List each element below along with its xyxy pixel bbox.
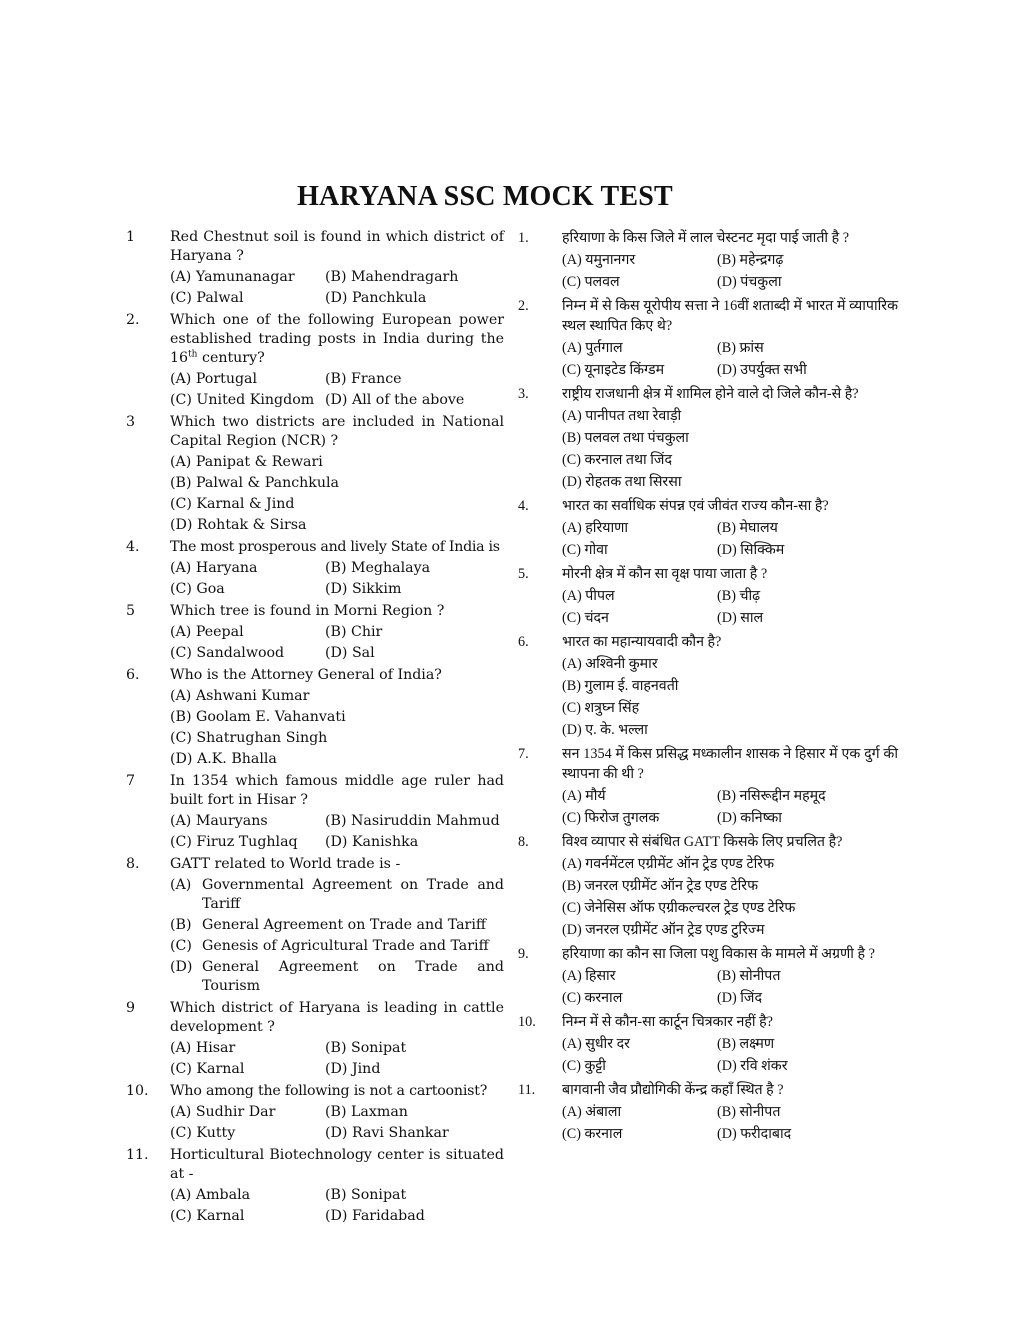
option-d: (D) सिक्किम	[717, 542, 785, 558]
question-number: 9.	[518, 946, 529, 962]
option-c: (C) Karnal	[170, 1061, 245, 1077]
option-c: (C) करनाल	[562, 1126, 623, 1142]
option-a: (A) Mauryans	[170, 813, 268, 829]
option-a: (A) यमुनानगर	[562, 252, 636, 268]
question-number: 6.	[518, 634, 529, 650]
question-text: राष्ट्रीय राजधानी क्षेत्र में शामिल होने वाले दो जिले कौन-से है?	[562, 386, 859, 402]
question-7	[126, 772, 504, 852]
option-b: (B) महेन्द्रगढ़	[717, 252, 784, 268]
option-a: (A) Portugal	[170, 371, 258, 387]
option-a: (A) Haryana	[170, 560, 258, 576]
question-text: Which tree is found in Morni Region ?	[170, 603, 445, 619]
question-6-hindi	[518, 632, 898, 740]
question-text: GATT related to World trade is -	[170, 856, 401, 872]
question-text: भारत का महान्यायवादी कौन है?	[562, 634, 722, 650]
question-text: मोरनी क्षेत्र में कौन सा वृक्ष पाया जाता है ?	[562, 566, 768, 582]
option-c: (C) जेनेसिस ऑफ एग्रीकल्चरल ट्रेड एण्ड टेरिफ	[562, 900, 796, 916]
question-number: 5	[126, 603, 136, 619]
option-c: (C) करनाल तथा जिंद	[562, 452, 672, 468]
option-c: (C) चंदन	[562, 610, 609, 626]
option-c: (C) Kutty	[170, 1125, 236, 1141]
option-c: (C) United Kingdom	[170, 392, 315, 408]
question-11	[126, 1146, 504, 1226]
option-b: (B) France	[325, 371, 402, 387]
option-c: (C) यूनाइटेड किंग्डम	[562, 362, 665, 378]
question-5	[126, 602, 504, 663]
option-b: (B) नसिरूद्दीन महमूद	[717, 788, 826, 804]
question-11-hindi	[518, 1080, 898, 1144]
question-text: Horticultural Biotechnology center is situated at -	[170, 1147, 504, 1182]
option-b: (B) चीढ़	[717, 588, 761, 604]
question-text: Which one of the following European power established trading posts in India during the 16th century?	[170, 312, 504, 366]
question-1	[126, 228, 504, 308]
question-text: Which district of Haryana is leading in cattle development ?	[170, 1000, 504, 1035]
question-number: 4.	[126, 539, 140, 555]
question-text: Which two districts are included in National Capital Region (NCR) ?	[170, 414, 504, 449]
option-b: (B) Meghalaya	[325, 560, 431, 576]
question-number: 8.	[126, 856, 140, 872]
question-text: भारत का सर्वाधिक संपन्न एवं जीवंत राज्य कौन-सा है?	[562, 498, 829, 514]
option-d: (D) Ravi Shankar	[325, 1125, 449, 1141]
question-text: Who among the following is not a cartoonist?	[170, 1083, 488, 1099]
option-c: (C) Shatrughan Singh	[170, 730, 328, 746]
option-d: (D) Jind	[325, 1061, 381, 1077]
option-b: (B) फ्रांस	[717, 340, 764, 356]
option-a: (A) पुर्तगाल	[562, 340, 623, 356]
option-d: (D) जनरल एग्रीमेंट ऑन ट्रेड एण्ड टुरिज्म	[562, 922, 765, 938]
question-10-hindi	[518, 1012, 898, 1076]
question-number: 2.	[126, 312, 140, 328]
question-number: 10.	[126, 1083, 149, 1099]
page-title: HARYANA SSC MOCK TEST	[297, 181, 673, 212]
question-7-hindi	[518, 744, 898, 828]
question-number: 11.	[518, 1082, 536, 1098]
option-a: (A) सुधीर दर	[562, 1036, 630, 1052]
option-c: (C) Karnal & Jind	[170, 496, 295, 512]
option-d: (D) Faridabad	[325, 1208, 425, 1224]
option-a: (A) Sudhir Dar	[170, 1104, 276, 1120]
question-number: 1.	[518, 230, 529, 246]
question-4	[126, 538, 504, 599]
question-number: 7	[126, 773, 136, 789]
option-a: (A) Ashwani Kumar	[170, 688, 310, 704]
question-text: निम्न में से किस यूरोपीय सत्ता ने 16वीं शताब्दी में भारत में व्यापारिक स्थल स्थापित किए थे?	[562, 298, 898, 334]
question-text: In 1354 which famous middle age ruler had built fort in Hisar ?	[170, 773, 504, 808]
question-number: 9	[126, 1000, 136, 1016]
option-a: (A) Yamunanagar	[170, 269, 295, 285]
option-c: (C) गोवा	[562, 542, 608, 558]
question-number: 10.	[518, 1014, 536, 1030]
question-text: Red Chestnut soil is found in which district of Haryana ?	[170, 229, 504, 264]
option-d: (D) जिंद	[717, 990, 762, 1006]
english-column	[126, 228, 504, 1229]
option-b: (B) Laxman	[325, 1104, 408, 1120]
question-8	[126, 855, 504, 996]
question-10	[126, 1082, 504, 1143]
option-d: (D) General Agreement on Trade and Tourism	[170, 959, 504, 994]
hindi-column	[518, 228, 898, 1148]
option-a: (A) Hisar	[170, 1040, 236, 1056]
question-number: 3	[126, 414, 136, 430]
option-c: (C) Genesis of Agricultural Trade and Tariff	[170, 938, 489, 954]
option-d: (D) साल	[717, 610, 764, 626]
question-8-hindi	[518, 832, 898, 940]
option-d: (D) All of the above	[325, 392, 465, 408]
question-6	[126, 666, 504, 769]
option-b: (B) Nasiruddin Mahmud	[325, 813, 500, 829]
option-c: (C) Sandalwood	[170, 645, 285, 661]
question-4-hindi	[518, 496, 898, 560]
option-d: (D) Kanishka	[325, 834, 419, 850]
option-d: (D) Rohtak & Sirsa	[170, 517, 307, 533]
question-5-hindi	[518, 564, 898, 628]
option-c: (C) Karnal	[170, 1208, 245, 1224]
question-number: 7.	[518, 746, 529, 762]
option-a: (A) पानीपत तथा रेवाड़ी	[562, 408, 682, 424]
option-b: (B) Chir	[325, 624, 383, 640]
option-b: (B) मेघालय	[717, 520, 778, 536]
question-text: निम्न में से कौन-सा कार्टून चित्रकार नहीं है?	[562, 1014, 773, 1030]
option-d: (D) Sal	[325, 645, 375, 661]
option-b: (B) Sonipat	[325, 1040, 407, 1056]
option-c: (C) करनाल	[562, 990, 623, 1006]
question-2	[126, 311, 504, 410]
option-d: (D) ए. के. भल्ला	[562, 722, 648, 738]
question-9-hindi	[518, 944, 898, 1008]
option-b: (B) Palwal & Panchkula	[170, 475, 340, 491]
option-b: (B) Goolam E. Vahanvati	[170, 709, 346, 725]
option-b: (B) General Agreement on Trade and Tariff	[170, 917, 486, 933]
option-d: (D) कनिष्का	[717, 810, 782, 826]
option-c: (C) शत्रुघ्न सिंह	[562, 700, 640, 716]
question-text: विश्व व्यापार से संबंधित GATT किसके लिए प्रचलित है?	[562, 834, 843, 850]
option-b: (B) गुलाम ई. वाहनवती	[562, 678, 679, 694]
question-text: हरियाणा के किस जिले में लाल चेस्टनट मृदा पाई जाती है ?	[562, 230, 850, 246]
option-b: (B) पलवल तथा पंचकुला	[562, 430, 689, 446]
option-b: (B) लक्ष्मण	[717, 1036, 775, 1052]
option-a: (A) Panipat & Rewari	[170, 454, 323, 470]
option-a: (A) गवर्नमेंटल एग्रीमेंट ऑन ट्रेड एण्ड टेरिफ	[562, 856, 775, 872]
option-c: (C) पलवल	[562, 274, 620, 290]
option-c: (C) Palwal	[170, 290, 244, 306]
option-c: (C) Goa	[170, 581, 225, 597]
option-a: (A) अंबाला	[562, 1104, 622, 1120]
option-b: (B) सोनीपत	[717, 1104, 781, 1120]
option-a: (A) Ambala	[170, 1187, 251, 1203]
question-2-hindi	[518, 296, 898, 380]
option-d: (D) रोहतक तथा सिरसा	[562, 474, 682, 490]
option-b: (B) सोनीपत	[717, 968, 781, 984]
option-d: (D) A.K. Bhalla	[170, 751, 277, 767]
question-number: 4.	[518, 498, 529, 514]
option-d: (D) रवि शंकर	[717, 1058, 788, 1074]
option-b: (B) जनरल एग्रीमेंट ऑन ट्रेड एण्ड टेरिफ	[562, 878, 759, 894]
question-number: 8.	[518, 834, 529, 850]
option-a: (A) मौर्य	[562, 788, 606, 804]
option-a: (A) हरियाणा	[562, 520, 629, 536]
question-3-hindi	[518, 384, 898, 492]
question-number: 3.	[518, 386, 529, 402]
question-3	[126, 413, 504, 535]
question-9	[126, 999, 504, 1079]
question-text: बागवानी जैव प्रौद्योगिकी केंन्द्र कहाँ स्थित है ?	[562, 1082, 784, 1098]
option-c: (C) फिरोज तुगलक	[562, 810, 660, 826]
question-number: 2.	[518, 298, 529, 314]
option-a: (A) हिसार	[562, 968, 616, 984]
option-b: (B) Mahendragarh	[325, 269, 459, 285]
option-a: (A) अश्विनी कुमार	[562, 656, 658, 672]
option-c: (C) Firuz Tughlaq	[170, 834, 298, 850]
option-c: (C) कुट्टी	[562, 1058, 606, 1074]
question-1-hindi	[518, 228, 898, 292]
option-a: (A) पीपल	[562, 588, 615, 604]
option-d: (D) पंचकुला	[717, 274, 782, 290]
option-d: (D) उपर्युक्त सभी	[717, 362, 807, 378]
option-b: (B) Sonipat	[325, 1187, 407, 1203]
option-a: (A) Peepal	[170, 624, 244, 640]
option-d: (D) Sikkim	[325, 581, 402, 597]
option-a: (A) Governmental Agreement on Trade and Tariff	[170, 877, 504, 912]
question-text: The most prosperous and lively State of India is	[170, 539, 500, 555]
question-number: 11.	[126, 1147, 149, 1163]
question-text: हरियाणा का कौन सा जिला पशु विकास के मामले में अग्रणी है ?	[562, 946, 875, 962]
question-number: 6.	[126, 667, 140, 683]
question-text: Who is the Attorney General of India?	[170, 667, 442, 683]
question-number: 1	[126, 229, 136, 245]
question-number: 5.	[518, 566, 529, 582]
option-d: (D) फरीदाबाद	[717, 1126, 792, 1142]
question-text: सन 1354 में किस प्रसिद्ध मध्कालीन शासक ने हिसार में एक दुर्ग की स्थापना की थी ?	[562, 746, 898, 782]
option-d: (D) Panchkula	[325, 290, 427, 306]
